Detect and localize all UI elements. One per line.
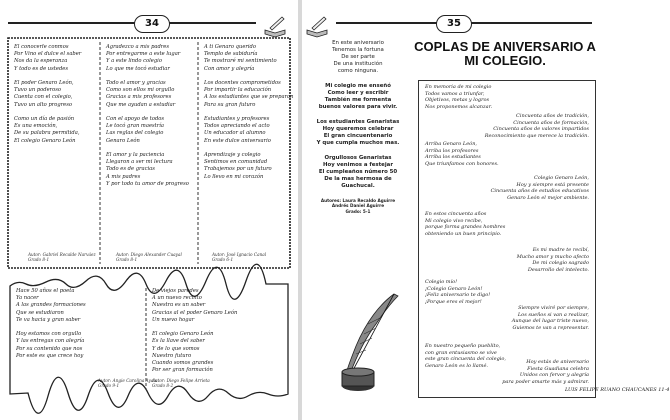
- sidebar-stanza: [312, 40, 404, 75]
- stanza-line: Siempre viviré por siempre,: [518, 305, 589, 311]
- poem-line: Las reglas del colegio: [106, 130, 164, 137]
- poem-line: En este dulce aniversario: [204, 137, 271, 144]
- sidebar-line: Como leer y escribir: [327, 90, 389, 96]
- poem-line: Sentimos en comunidad: [204, 159, 268, 166]
- stanza-line: ¡Feliz aniversario te digo!: [425, 292, 491, 299]
- stanza-8: [512, 305, 589, 331]
- poem-line: Por Vino el dulce el saber: [14, 51, 82, 58]
- poem-line: Te mostraré mi sentimiento: [204, 58, 277, 65]
- author-line: Grado 8-2: [152, 383, 174, 389]
- stanza-line: De mi colegio sagrado: [532, 260, 589, 267]
- poem-line: El colegio Genaro León: [14, 137, 76, 144]
- poem-line: Gracias a mis profesores: [106, 94, 172, 101]
- poem-line: Llegaron a ser mi lectura: [106, 159, 173, 166]
- poem-line: Por entregarme a este lugar: [106, 51, 181, 58]
- poem-line: Por su contenido que nos: [16, 345, 83, 352]
- sidebar-line: De una institución: [333, 61, 383, 67]
- poem-line: Agradezco a mis padres: [106, 44, 170, 50]
- stanza-10: [502, 359, 589, 385]
- poem-line: Ya nacer: [16, 295, 39, 302]
- poem-line: Un educador al alumno: [204, 130, 266, 137]
- poem-line: Y de lo que somos: [152, 345, 200, 352]
- poem-line: [106, 145, 200, 152]
- poem-line: Te va hacia y gran saber: [16, 316, 81, 323]
- stanza-line: En nuestro pequeño pueblito,: [425, 343, 501, 349]
- poem-line: Es una emoción,: [14, 123, 58, 130]
- stanza-line: para poder amarte más y admirar.: [502, 378, 589, 385]
- poem-line: [14, 109, 98, 116]
- sidebar-line: Andrés Daniel Aguirre: [331, 203, 385, 209]
- sidebar-line: El cumpleaños número 50: [318, 169, 398, 175]
- sidebar-line: Autores: Laura Recaldo Aguirre: [320, 198, 396, 203]
- poem-column-3-author: [212, 252, 266, 262]
- stanza-line: obteniendo un buen principio.: [425, 230, 502, 237]
- stanza-line: Nos proponemos alcanzar.: [425, 103, 493, 110]
- stanza-line: Cincuenta años de formación,: [513, 119, 589, 126]
- book-quill-icon: [304, 14, 330, 38]
- stanza-line: Los sueños si van a realizar,: [517, 311, 589, 318]
- poem-line: Todo es de gracias: [106, 166, 155, 173]
- stanza-2: [485, 113, 589, 139]
- stanza-line: Aunque del lugar triste nuevo,: [511, 318, 589, 325]
- stanza-line: Reconocimiento que merece la tradición.: [484, 132, 589, 139]
- stanza-line: porque forma grandes hombres: [425, 224, 506, 231]
- poem-line: Nuestra es un saber: [152, 302, 206, 309]
- page-title: COPLAS DE ANIVERSARIO A MI COLEGIO.: [414, 39, 596, 68]
- poem-line: De su palabra permitida,: [14, 130, 80, 137]
- poem-line: Genaro León: [106, 137, 140, 144]
- poem-line: Que se estudiaron: [16, 309, 64, 316]
- sidebar-line: Hoy venimos a festejar: [323, 162, 393, 168]
- stanza-line: Hoy y siempre está presente: [516, 181, 589, 188]
- sidebar-line: Tenemos la fortuna: [332, 47, 384, 53]
- stanza-line: Cincuenta años de estudios educativos: [490, 188, 589, 195]
- sidebar-line: Mi colegio me enseñó: [325, 83, 391, 89]
- stanza-line: este gran cincuenta del colegio,: [425, 356, 506, 363]
- poem-line: [204, 145, 288, 152]
- sidebar-line: Y que cumpla muchos mas.: [316, 140, 400, 146]
- stanza-line: Mucho amor y mucho afecto: [516, 253, 589, 260]
- poem-line: Estudiantes y profesores: [204, 116, 270, 123]
- poem-line: El colegio Genaro León: [152, 331, 214, 338]
- author-line: Autor: Angie Carolina Ayala: [98, 378, 158, 383]
- stanza-3: [425, 141, 499, 167]
- poem-line: El amor y la paciencia: [106, 152, 165, 159]
- poem-line: Lo que me tocó estudiar: [106, 65, 170, 72]
- poem-line: Y por todo tu amor de progreso: [106, 180, 189, 187]
- bottom-poem-2: [152, 288, 286, 374]
- stanza-4: [491, 175, 589, 201]
- stanza-line: Unidos con fervor y alegría: [519, 372, 589, 379]
- author-line: Grado 8-1: [28, 257, 50, 263]
- sidebar-line: Hoy queremos celebrar: [322, 126, 394, 132]
- stanza-line: En estos cincuenta años: [425, 211, 487, 217]
- stanza-line: Es mi madre te recibí,: [532, 247, 589, 253]
- poem-line: [14, 73, 98, 80]
- poem-line: Es la llave del saber: [152, 338, 205, 345]
- poem-line: Por este es que crece hoy: [16, 352, 84, 359]
- sidebar-line: En este aniversario: [332, 40, 384, 46]
- sidebar-stanza: [312, 155, 404, 190]
- poem-line: A un nuevo recinto: [152, 295, 202, 302]
- stanza-line: En memoria de mi colegio: [425, 84, 492, 90]
- poem-line: A los estudiantes que se preparan: [204, 94, 294, 101]
- author-line: Grado 6-1: [212, 257, 234, 263]
- poem-column-3: [204, 44, 294, 181]
- sidebar-line: Los estudiantes Genaristas: [316, 119, 400, 125]
- stanza-9: [425, 343, 506, 369]
- stanza-line: Guiemos te van a representar.: [512, 324, 589, 331]
- poem-line: Por impartir la educación: [204, 87, 272, 94]
- stanza-line: Cincuenta años de valores impartidos: [493, 126, 589, 133]
- poem-column-1: [14, 44, 98, 145]
- poem-line: Todos apreciando el acto: [204, 123, 270, 130]
- poem-line: Lo llevo en mi corazón: [204, 173, 264, 180]
- poem-line: [204, 109, 288, 116]
- poem-line: A mis padres: [106, 173, 141, 180]
- book-quill-icon: [262, 14, 288, 38]
- poem-line: Como un día de pasión: [14, 116, 75, 123]
- poem-line: El poder Genaro León,: [14, 80, 74, 87]
- coplas-poem-box: [418, 80, 670, 398]
- stanza-line: Colegio mío!: [425, 279, 458, 285]
- author-line: Autor: José Ignacio Canal: [212, 252, 267, 257]
- poem-line: Tuvo un poderoso: [14, 87, 62, 94]
- poem-column-2-author: [116, 252, 182, 262]
- stanza-line: Objetivos, metas y logros: [425, 97, 490, 104]
- poem-line: Que me ayudan a estudiar: [106, 101, 176, 108]
- bottom-poem-1-author: [98, 378, 157, 388]
- poem-line: Y a este lindo colegio: [106, 58, 162, 65]
- left-page-header: [0, 10, 298, 32]
- poem-line: Para su gran futuro: [204, 101, 256, 108]
- poem-line: A ti Genaro querido: [204, 44, 257, 50]
- page-number-35: 35: [436, 15, 472, 33]
- poem-line: Trabajemos por un futuro: [204, 166, 272, 173]
- poem-line: Templo de sabiduría: [204, 51, 258, 58]
- poem-line: Hace 50 años el poeta: [16, 288, 75, 294]
- quill-inkwell-illustration: [316, 288, 408, 398]
- stanza-line: Arriba Genaro León,: [425, 141, 478, 147]
- bottom-poem-1: [16, 288, 142, 360]
- left-page: [0, 0, 298, 420]
- author-line: Autor: Diego Felipe Arrieta: [152, 378, 210, 383]
- stanza-6: [517, 247, 589, 273]
- poem-column-1-author: [28, 252, 96, 262]
- poem-line: Cuando somos grandes: [152, 360, 214, 367]
- stanza-5: [425, 211, 505, 237]
- stanza-7: [425, 279, 490, 305]
- author-line: Grado 9-1: [98, 383, 120, 389]
- poem-line: Y todo es de ustedes: [14, 65, 69, 72]
- poem-line: [16, 324, 142, 331]
- poem-line: Un nuevo hogar: [152, 316, 195, 323]
- poem-line: [204, 73, 288, 80]
- stanza-line: Mi colegio vivo recibe,: [425, 217, 483, 224]
- poem-line: Los docentes comprometidos: [204, 80, 281, 87]
- poem-line: Cuenta con el colegio,: [14, 94, 73, 101]
- stanza-line: Hoy estás de aniversario: [526, 359, 589, 365]
- poem-line: Tuvo un alto progreso: [14, 101, 73, 108]
- sidebar-line: De la mas hermosa de Guachucal.: [324, 176, 392, 189]
- stanza-line: ¡Colegio Genaro León!: [425, 285, 483, 292]
- sidebar-poem: [312, 40, 404, 222]
- sidebar-line: Orgullosos Genaristas: [324, 155, 392, 161]
- stanza-1: [425, 84, 492, 110]
- sidebar-line: De ser parte: [341, 54, 375, 60]
- poem-line: A las grandes formaciones: [16, 302, 86, 309]
- stanza-line: Todos vamos a triunfar,: [425, 90, 485, 97]
- stanza-line: ¡Porque eres el mejor!: [425, 298, 482, 305]
- poem-column-2: [106, 44, 200, 188]
- poem-line: Aprendizaje y colegio: [204, 152, 261, 159]
- poem-line: El conocerle conmos: [14, 44, 69, 50]
- poem-line: Hoy estamos con orgullo: [16, 331, 82, 338]
- stanza-line: Cincuenta años de tradición,: [516, 113, 589, 119]
- sidebar-line: Grado: 5-1: [345, 208, 371, 214]
- poem-line: Con amor y alegría: [204, 65, 255, 72]
- author-signature: LUIS FELIPE RUANO CHAUCANES 11-4: [565, 387, 670, 393]
- poem-line: Como son ellos mi orgullo: [106, 87, 175, 94]
- page-number-34: 34: [134, 15, 170, 33]
- sidebar-stanza: [312, 198, 404, 214]
- stanza-line: Fiesta Guadiana celebra: [527, 365, 589, 372]
- poem-line: [106, 73, 200, 80]
- poem-line: [106, 109, 200, 116]
- sidebar-line: buenos valores para vivir.: [318, 104, 398, 110]
- poem-line: De viejos paredes: [152, 288, 199, 294]
- stanza-line: Que triunfamos con honores.: [425, 160, 499, 167]
- sidebar-stanza: [312, 119, 404, 147]
- poem-line: Por ser gran formación: [152, 367, 213, 374]
- author-line: Grado 8-1: [116, 257, 138, 263]
- author-line: Autor: Diego Alexander Cuayal: [116, 252, 182, 257]
- stanza-line: Colegio Genaro León,: [533, 175, 589, 181]
- right-page: [302, 0, 670, 420]
- poem-line: Con el apoyo de todos: [106, 116, 165, 123]
- poem-line: Gracias al el poder Genaro León: [152, 309, 238, 316]
- stanza-line: Genaro León es lo llamé.: [425, 362, 489, 369]
- poem-line: Le tocó gran maestría: [106, 123, 164, 130]
- sidebar-line: como ninguna.: [337, 68, 379, 74]
- stanza-line: Arriba los profesores: [425, 147, 479, 154]
- author-line: Autor: Gabriel Recalde Narváez: [28, 252, 96, 257]
- stanza-line: Arriba los estudiantes: [425, 154, 481, 161]
- poem-line: Nos da la esperanza: [14, 58, 68, 65]
- stanza-line: Genaro León el mejor ambiente.: [507, 194, 589, 201]
- right-page-header: [302, 10, 600, 32]
- stanza-line: con gran entusiasmo se vive: [425, 349, 497, 356]
- poem-line: Y las entregas con alegría: [16, 338, 85, 345]
- stanza-line: Desarrollo del intelecto.: [527, 266, 589, 273]
- poem-line: Nuestro futuro: [152, 352, 192, 359]
- sidebar-stanza: [312, 83, 404, 111]
- poem-line: Todo el amor y gracias: [106, 80, 166, 87]
- bottom-poem-2-author: [152, 378, 210, 388]
- sidebar-line: También me formenta: [324, 97, 392, 103]
- sidebar-line: El gran cincuentenario: [323, 133, 393, 139]
